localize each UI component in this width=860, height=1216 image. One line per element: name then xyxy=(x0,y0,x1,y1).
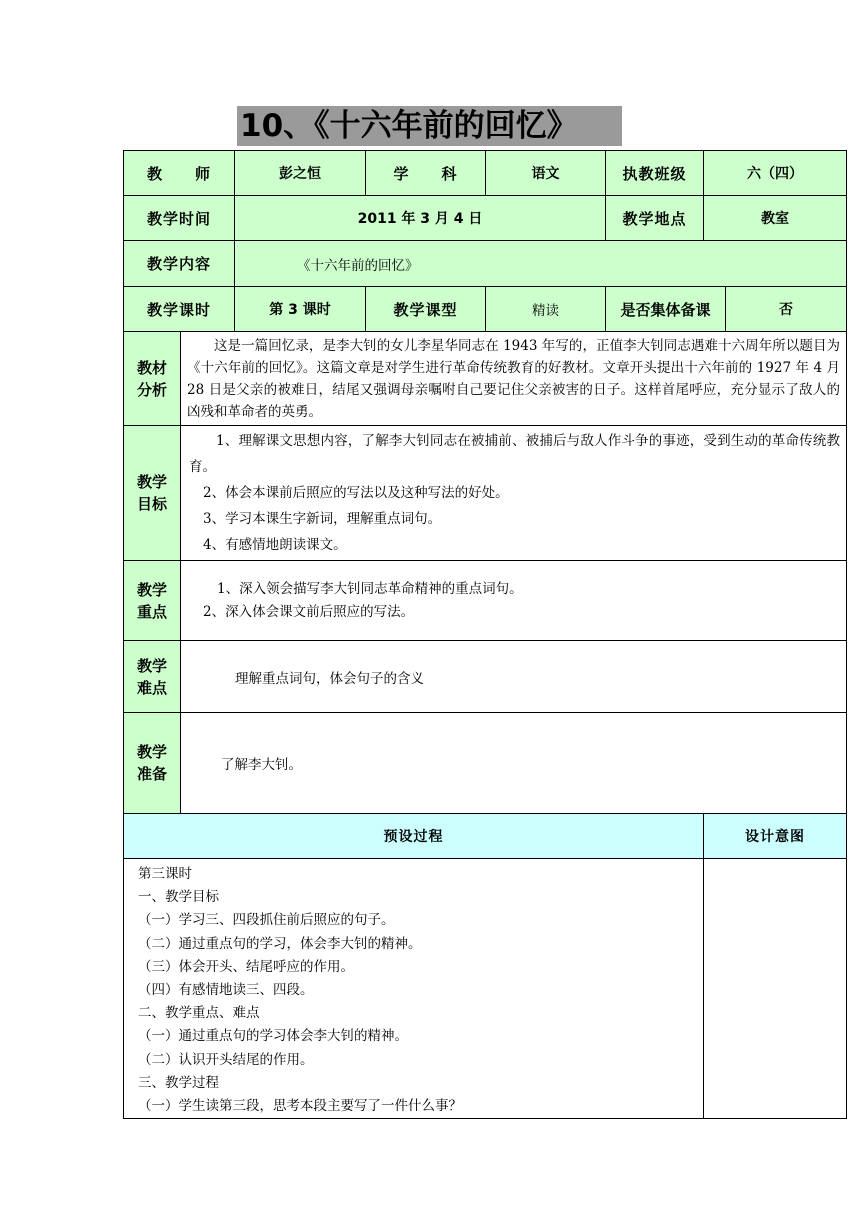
goals-label-line2: 目标 xyxy=(136,495,167,513)
row-time xyxy=(124,196,847,241)
teacher-label: 教 师 xyxy=(124,151,235,196)
focus-list xyxy=(181,561,847,641)
prep-text: 了解李大钊。 xyxy=(181,713,847,814)
process-line: （二）通过重点句的学习，体会李大钊的精神。 xyxy=(138,935,422,952)
period-label: 教学课时 xyxy=(124,287,235,332)
process-line: （四）有感情地读三、四段。 xyxy=(138,982,314,999)
process-line: （一）学习三、四段抓住前后照应的句子。 xyxy=(138,912,395,929)
subject-value: 语文 xyxy=(486,151,606,196)
row-process-header xyxy=(124,814,847,859)
difficulty-label-line2: 难点 xyxy=(136,678,167,697)
analysis-text: 这是一篇回忆录，是李大钊的女儿李星华同志在 1943 年写的，正值李大钊同志遇难十六周年所以题目为《十六年前的回忆》。这篇文章是对学生进行革命传统教育的好教材。文章开头提出十六年前的 1927 年 4 月 28 日是父亲的被难日，结尾又强调母亲嘱咐自己要记住父亲被害的日子。这样首尾呼应，充分显示了敌人的凶残和革命者的英勇。 xyxy=(181,332,847,426)
prep-label-line2: 准备 xyxy=(136,765,167,783)
process-header: 预设过程 xyxy=(124,814,704,859)
content-value: 《十六年前的回忆》 xyxy=(235,241,847,287)
goals-label xyxy=(124,426,181,561)
process-body xyxy=(124,859,704,1119)
goals-label-line1: 教学 xyxy=(136,473,167,491)
goal-item: 4、有感情地朗读课文。 xyxy=(203,537,347,553)
focus-item: 1、深入领会描写李大钊同志革命精神的重点词句。 xyxy=(217,580,523,597)
difficulty-label xyxy=(124,641,181,713)
place-label: 教学地点 xyxy=(606,196,704,241)
analysis-label xyxy=(124,332,181,426)
subject-label: 学 科 xyxy=(366,151,486,196)
goal-item: 1、理解课文思想内容，了解李大钊同志在被捕前、被捕后与敌人作斗争的事迹，受到生动的革命传统教育。 xyxy=(189,433,841,475)
process-line: （三）体会开头、结尾呼应的作用。 xyxy=(138,958,354,975)
teacher-value: 彭之恒 xyxy=(235,151,366,196)
intent-body xyxy=(704,859,847,1119)
intent-header: 设计意图 xyxy=(704,814,847,859)
analysis-label-line1: 教材 xyxy=(136,358,167,377)
focus-label-line1: 教学 xyxy=(136,580,167,599)
process-line: 二、教学重点、难点 xyxy=(138,1005,260,1022)
process-line: （一）学生读第三段，思考本段主要写了一件什么事？ xyxy=(138,1098,462,1115)
focus-label xyxy=(124,561,181,641)
process-line: （一）通过重点句的学习体会李大钊的精神。 xyxy=(138,1028,408,1045)
content-label: 教学内容 xyxy=(124,241,235,287)
difficulty-label-line1: 教学 xyxy=(136,656,167,675)
row-teacher xyxy=(124,151,847,196)
time-label: 教学时间 xyxy=(124,196,235,241)
document-title: 10、《十六年前的回忆》 xyxy=(237,106,622,146)
collective-value: 否 xyxy=(726,287,847,332)
focus-item: 2、深入体会课文前后照应的写法。 xyxy=(203,603,415,620)
process-line: 一、教学目标 xyxy=(138,889,219,906)
row-difficulty xyxy=(124,641,847,713)
process-line: （二）认识开头结尾的作用。 xyxy=(138,1051,314,1068)
time-value: 2011 年 3 月 4 日 xyxy=(235,196,606,241)
process-line: 第三课时 xyxy=(138,866,192,882)
analysis-label-line2: 分析 xyxy=(136,380,167,399)
collective-label: 是否集体备课 xyxy=(606,287,726,332)
prep-label-line1: 教学 xyxy=(136,743,167,761)
row-goals xyxy=(124,426,847,561)
type-value: 精读 xyxy=(486,287,606,332)
type-label: 教学课型 xyxy=(366,287,486,332)
goal-item: 2、体会本课前后照应的写法以及这种写法的好处。 xyxy=(203,485,509,501)
row-focus xyxy=(124,561,847,641)
row-content xyxy=(124,241,847,287)
goals-list xyxy=(181,426,847,561)
process-line: 三、教学过程 xyxy=(138,1074,219,1091)
lesson-plan-table xyxy=(123,150,847,1119)
row-process-body xyxy=(124,859,847,1119)
prep-label xyxy=(124,713,181,814)
row-analysis xyxy=(124,332,847,426)
difficulty-text: 理解重点词句，体会句子的含义 xyxy=(181,641,847,713)
period-value: 第 3 课时 xyxy=(235,287,366,332)
row-period xyxy=(124,287,847,332)
place-value: 教室 xyxy=(704,196,847,241)
class-label: 执教班级 xyxy=(606,151,704,196)
goal-item: 3、学习本课生字新词，理解重点词句。 xyxy=(203,511,442,527)
class-value: 六（四） xyxy=(704,151,847,196)
focus-label-line2: 重点 xyxy=(136,602,167,621)
row-prep xyxy=(124,713,847,814)
